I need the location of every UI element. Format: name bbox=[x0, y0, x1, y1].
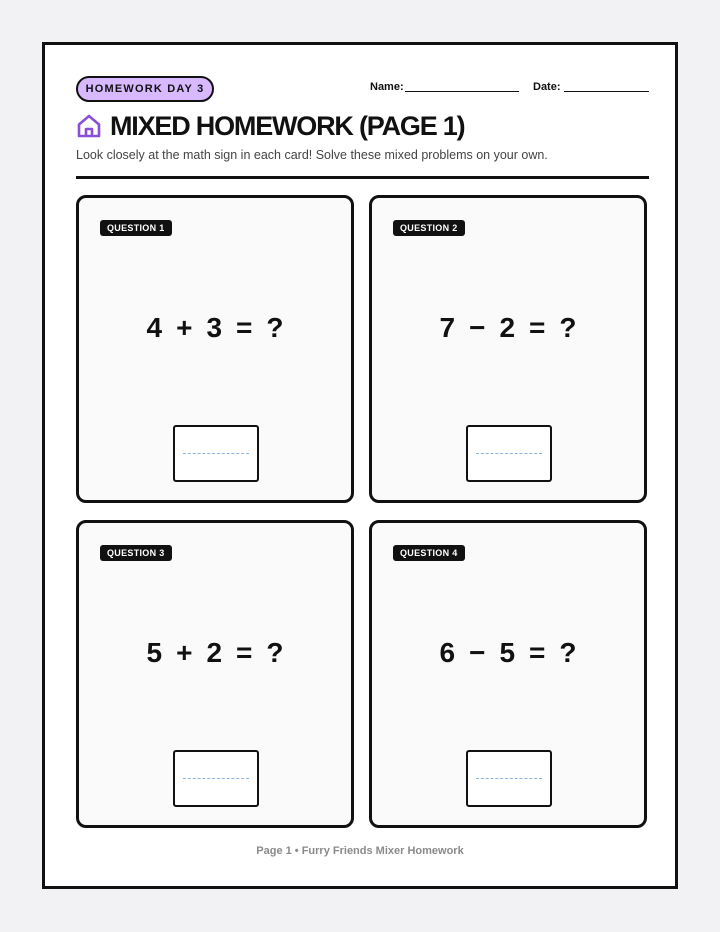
question-card bbox=[369, 195, 647, 503]
page-title: MIXED HOMEWORK (PAGE 1) bbox=[110, 110, 465, 141]
page-footer: Page 1 • Furry Friends Mixer Homework bbox=[256, 845, 464, 857]
question-mark: ? bbox=[266, 312, 284, 343]
house-icon bbox=[76, 113, 102, 139]
operand-b: 3 bbox=[206, 312, 223, 343]
operator-sign: + bbox=[176, 637, 193, 668]
equals-sign: = bbox=[529, 637, 546, 668]
answer-guide-line bbox=[183, 453, 249, 454]
operand-b: 2 bbox=[499, 312, 516, 343]
operand-b: 5 bbox=[499, 637, 516, 668]
answer-guide-line bbox=[476, 778, 542, 779]
title-row bbox=[76, 109, 464, 143]
equals-sign: = bbox=[236, 312, 253, 343]
operand-b: 2 bbox=[206, 637, 223, 668]
math-expression bbox=[372, 637, 644, 669]
question-mark: ? bbox=[266, 637, 284, 668]
question-label: QUESTION 3 bbox=[100, 545, 172, 561]
header-divider bbox=[76, 176, 649, 179]
math-expression bbox=[79, 637, 351, 669]
name-field[interactable] bbox=[370, 81, 404, 93]
date-field[interactable] bbox=[533, 81, 561, 93]
name-line[interactable] bbox=[405, 91, 519, 92]
question-card bbox=[76, 520, 354, 828]
operand-a: 5 bbox=[146, 637, 163, 668]
math-expression bbox=[372, 312, 644, 344]
operator-sign: − bbox=[469, 312, 486, 343]
question-mark: ? bbox=[559, 637, 577, 668]
operator-sign: + bbox=[176, 312, 193, 343]
homework-day-badge: HOMEWORK DAY 3 bbox=[76, 76, 214, 102]
question-mark: ? bbox=[559, 312, 577, 343]
worksheet-page bbox=[42, 42, 678, 889]
operator-sign: − bbox=[469, 637, 486, 668]
date-line[interactable] bbox=[564, 91, 649, 92]
equals-sign: = bbox=[529, 312, 546, 343]
answer-box[interactable] bbox=[466, 425, 552, 482]
date-label: Date: bbox=[533, 81, 561, 93]
answer-guide-line bbox=[183, 778, 249, 779]
answer-box[interactable] bbox=[466, 750, 552, 807]
math-expression bbox=[79, 312, 351, 344]
name-label: Name: bbox=[370, 81, 404, 93]
answer-box[interactable] bbox=[173, 425, 259, 482]
question-card bbox=[369, 520, 647, 828]
equals-sign: = bbox=[236, 637, 253, 668]
answer-box[interactable] bbox=[173, 750, 259, 807]
question-label: QUESTION 2 bbox=[393, 220, 465, 236]
question-card bbox=[76, 195, 354, 503]
answer-guide-line bbox=[476, 453, 542, 454]
page-subtitle: Look closely at the math sign in each card! Solve these mixed problems on your own. bbox=[76, 148, 548, 162]
question-label: QUESTION 1 bbox=[100, 220, 172, 236]
operand-a: 4 bbox=[146, 312, 163, 343]
question-label: QUESTION 4 bbox=[393, 545, 465, 561]
operand-a: 6 bbox=[439, 637, 456, 668]
operand-a: 7 bbox=[439, 312, 456, 343]
